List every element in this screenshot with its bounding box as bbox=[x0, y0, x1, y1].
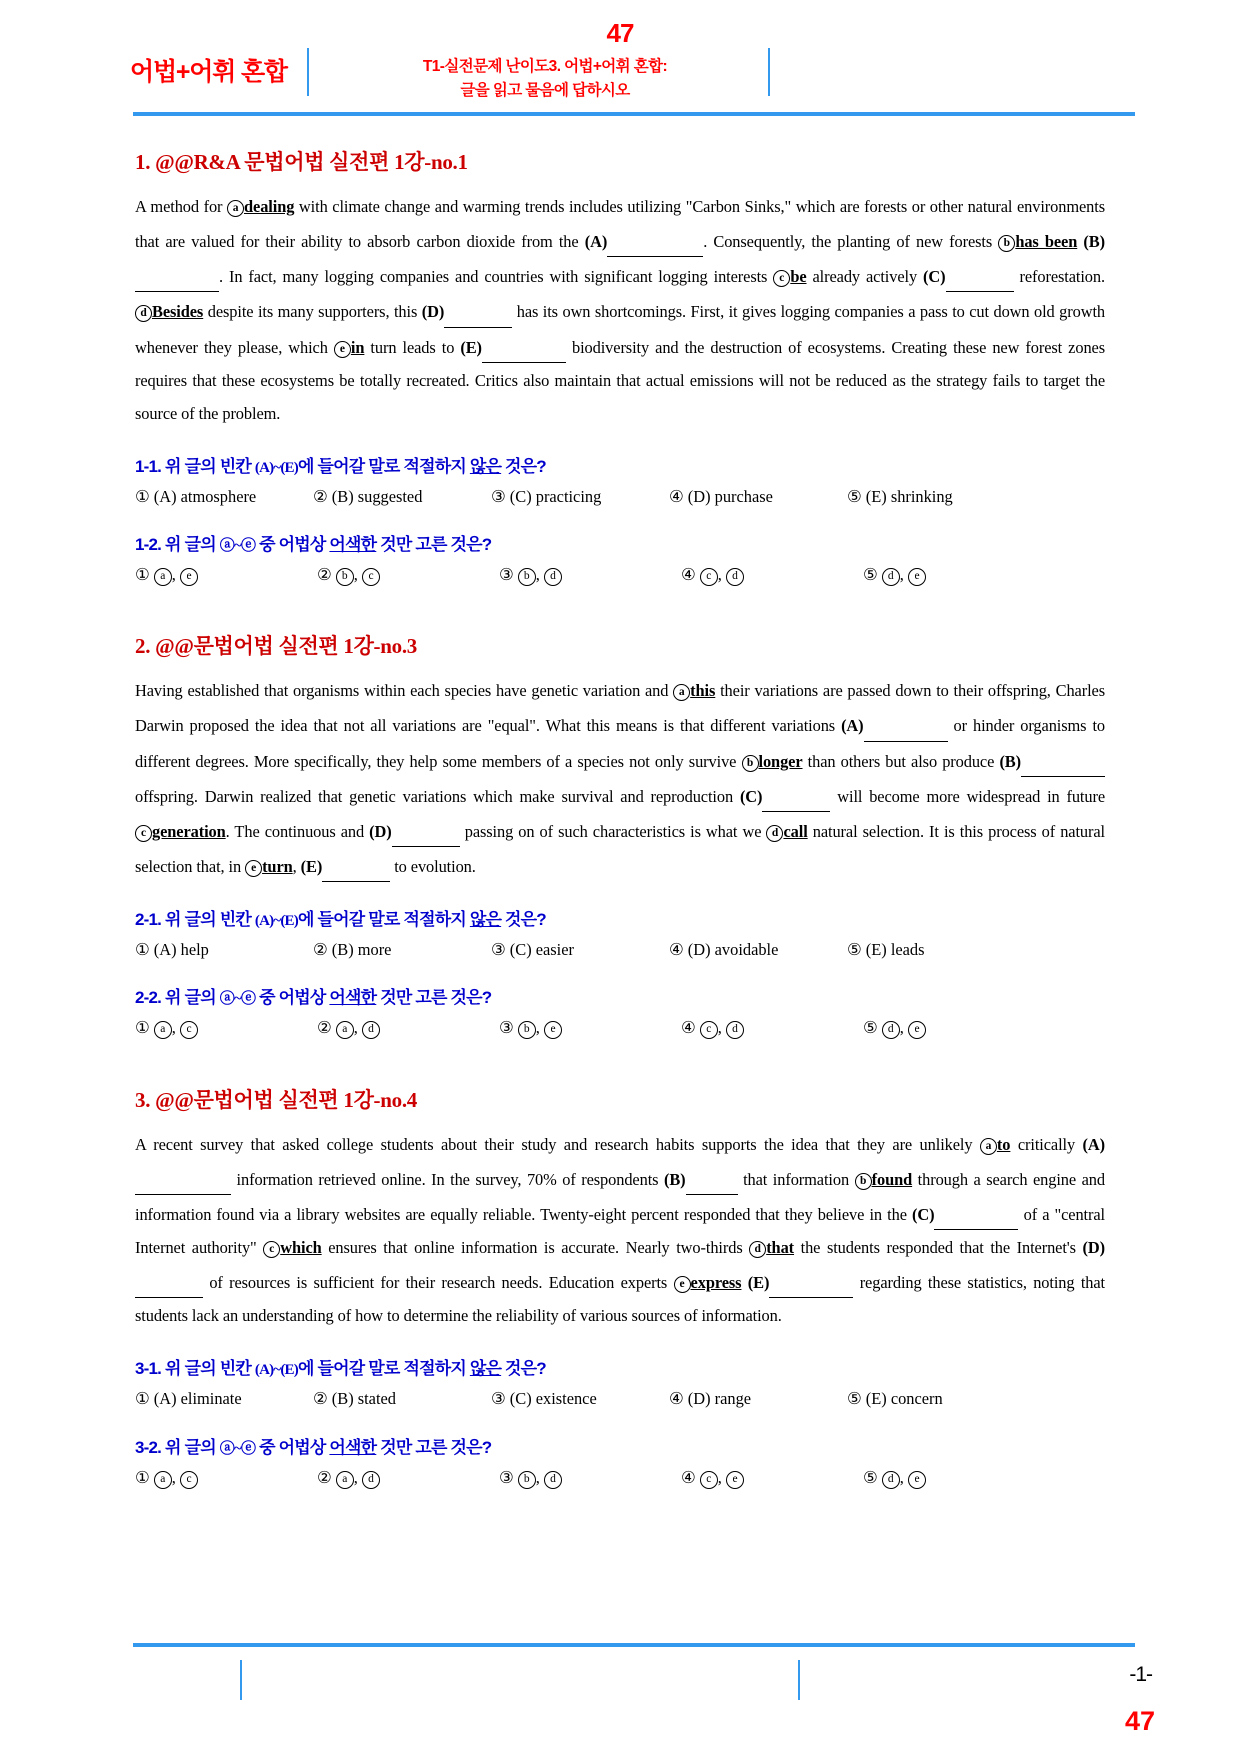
choice-list bbox=[135, 1012, 1105, 1043]
circled-letter-icon: e bbox=[334, 341, 351, 358]
answer-blank bbox=[482, 329, 566, 363]
marked-word: express bbox=[690, 1273, 742, 1293]
choice-text: atmosphere bbox=[180, 486, 257, 506]
sub-question-prompt: 1-1. 위 글의 빈칸 (A)~(E)에 들어갈 말로 적절하지 않은 것은? bbox=[135, 456, 546, 476]
sub-question-id: 2-2. bbox=[135, 988, 166, 1008]
choice-option[interactable] bbox=[135, 934, 303, 965]
sub-question-range: ⓐ~ⓔ bbox=[219, 991, 256, 1008]
blank-label: (E) bbox=[300, 857, 323, 877]
circled-letter-icon: d bbox=[882, 568, 900, 586]
underlined-choice-e bbox=[334, 338, 364, 357]
circled-letter-icon: c bbox=[180, 1021, 198, 1039]
underlined-choice-c bbox=[135, 822, 226, 841]
answer-blank bbox=[769, 1264, 853, 1298]
answer-blank bbox=[934, 1196, 1018, 1230]
answer-blank bbox=[864, 707, 948, 741]
marked-word: has been bbox=[1015, 232, 1078, 252]
underlined-choice-a bbox=[673, 681, 715, 700]
choice-number: ② bbox=[313, 486, 332, 506]
section-title: 1. @@R&A 문법어법 실전편 1강-no.1 bbox=[135, 150, 468, 174]
circled-letter-icon: c bbox=[362, 568, 380, 586]
choice-option[interactable] bbox=[847, 481, 1015, 512]
choice-text: help bbox=[180, 940, 209, 960]
choice-option[interactable] bbox=[847, 1383, 1015, 1414]
circled-letter-icon: a bbox=[154, 568, 172, 586]
choice-text: shrinking bbox=[890, 486, 953, 506]
choice-option[interactable] bbox=[491, 481, 659, 512]
underlined-choice-a bbox=[980, 1135, 1010, 1154]
blank-label: (E) bbox=[747, 1273, 770, 1293]
choice-number: ⑤ bbox=[863, 1467, 882, 1487]
question-section bbox=[135, 630, 1105, 1043]
underlined-choice-c bbox=[773, 267, 806, 286]
marked-word: longer bbox=[758, 751, 803, 771]
choice-blank-label: (E) bbox=[865, 940, 891, 960]
blank-label: (B) bbox=[999, 751, 1022, 771]
choice-number: ② bbox=[317, 1467, 336, 1487]
sub-question-emphasis: 않은 bbox=[469, 1359, 502, 1379]
header-subject-label: 어법+어휘 혼합 bbox=[130, 58, 287, 86]
circled-letter-icon: e bbox=[726, 1471, 744, 1489]
choice-option[interactable] bbox=[313, 1383, 481, 1414]
marked-word: this bbox=[690, 681, 716, 701]
choice-text: practicing bbox=[535, 486, 602, 506]
choice-option[interactable]: ④ c , d bbox=[681, 559, 853, 590]
passage-text: A recent survey that asked college students about their study and research habits supports the idea that they are unlikely a to critically (A) information retrieved online. In the survey, 70% of respondents (B) that information b found through a search engine and information found via a library websites are equally reliable. Twenty-eight percent responded that they believe in the (C) of a "central Internet authority" c which ensures that online information is accurate. Nearly two-thirds d that the students responded that the Internet's (D) of resources is sufficient for their research needs. Education experts e express (E) regarding these statistics, noting that students lack an understanding of how to determine the reliability of various sources of information. bbox=[135, 1134, 1106, 1326]
choice-blank-label: (A) bbox=[153, 1389, 181, 1409]
footer-page-label: -1- bbox=[1129, 1663, 1152, 1686]
circled-letter-icon: c bbox=[700, 1471, 718, 1489]
sub-question-emphasis: 어색한 bbox=[329, 1437, 377, 1457]
choice-text: purchase bbox=[714, 486, 773, 506]
blank-label: (D) bbox=[421, 302, 445, 322]
circled-letter-icon: e bbox=[908, 568, 926, 586]
sub-question-emphasis: 않은 bbox=[469, 910, 502, 930]
circled-letter-icon: e bbox=[180, 568, 198, 586]
sub-question-id: 3-1. bbox=[135, 1359, 166, 1379]
circled-letter-icon: b bbox=[518, 1021, 536, 1039]
marked-word: that bbox=[766, 1237, 795, 1257]
answer-blank bbox=[135, 258, 219, 292]
choice-option[interactable]: ② a , d bbox=[317, 1462, 489, 1493]
question-section bbox=[135, 146, 1105, 590]
circled-letter-icon: d bbox=[726, 1021, 744, 1039]
choice-list bbox=[135, 934, 1105, 965]
answer-blank bbox=[135, 1161, 231, 1195]
exam-content bbox=[135, 110, 1105, 1493]
blank-label: (D) bbox=[1082, 1237, 1106, 1257]
blank-label: (C) bbox=[923, 267, 946, 287]
choice-blank-label: (D) bbox=[687, 940, 715, 960]
choice-blank-label: (C) bbox=[509, 486, 536, 506]
choice-option[interactable]: ⑤ d , e bbox=[863, 1462, 1035, 1493]
section-title: 3. @@문법어법 실전편 1강-no.4 bbox=[135, 1087, 417, 1112]
choice-number: ⑤ bbox=[847, 486, 866, 506]
choice-option[interactable] bbox=[313, 481, 481, 512]
sub-question-emphasis: 어색한 bbox=[329, 535, 377, 555]
choice-number: ③ bbox=[499, 565, 518, 585]
choice-option[interactable]: ② a , d bbox=[317, 1012, 489, 1043]
circled-letter-icon: c bbox=[700, 568, 718, 586]
footer-page-number: 47 bbox=[1124, 1706, 1155, 1736]
choice-list bbox=[135, 559, 1105, 590]
choice-number: ② bbox=[317, 1018, 336, 1038]
choice-number: ① bbox=[135, 565, 154, 585]
circled-letter-icon: e bbox=[908, 1471, 926, 1489]
marked-word: turn bbox=[262, 857, 293, 877]
circled-letter-icon: c bbox=[180, 1471, 198, 1489]
section-title: 2. @@문법어법 실전편 1강-no.3 bbox=[135, 634, 417, 659]
circled-letter-icon: d bbox=[544, 568, 562, 586]
choice-text: leads bbox=[890, 940, 925, 960]
circled-letter-icon: b bbox=[742, 755, 759, 772]
circled-letter-icon: d bbox=[362, 1471, 380, 1489]
choice-number: ③ bbox=[491, 486, 510, 506]
circled-letter-icon: d bbox=[726, 568, 744, 586]
choice-number: ④ bbox=[669, 940, 688, 960]
circled-letter-icon: e bbox=[674, 1276, 691, 1293]
choice-number: ③ bbox=[491, 1389, 510, 1409]
blank-label: (A) bbox=[584, 232, 608, 252]
sub-question-range: (A)~(E) bbox=[254, 459, 298, 476]
choice-option[interactable]: ③ b , e bbox=[499, 1012, 671, 1043]
choice-option[interactable] bbox=[135, 481, 303, 512]
marked-word: found bbox=[871, 1169, 913, 1189]
choice-number: ① bbox=[135, 940, 154, 960]
circled-letter-icon: b bbox=[518, 568, 536, 586]
circled-letter-icon: b bbox=[336, 568, 354, 586]
choice-option[interactable] bbox=[669, 1383, 837, 1414]
circled-letter-icon: c bbox=[773, 270, 790, 287]
choice-option[interactable] bbox=[491, 1383, 659, 1414]
choice-text: suggested bbox=[357, 486, 423, 506]
blank-label: (E) bbox=[460, 337, 482, 357]
circled-letter-icon: e bbox=[245, 860, 262, 877]
circled-letter-icon: c bbox=[700, 1021, 718, 1039]
choice-number: ② bbox=[313, 940, 332, 960]
answer-blank bbox=[135, 1264, 203, 1298]
sub-question-id: 1-1. bbox=[135, 456, 166, 476]
marked-word: dealing bbox=[244, 197, 295, 216]
choice-number: ① bbox=[135, 1389, 154, 1409]
footer-tick-left bbox=[240, 1660, 242, 1700]
sub-question-prompt: 1-2. 위 글의 ⓐ~ⓔ 중 어법상 어색한 것만 고른 것은? bbox=[135, 535, 492, 555]
circled-letter-icon: d bbox=[749, 1241, 766, 1258]
choice-option[interactable]: ② b , c bbox=[317, 559, 489, 590]
marked-word: which bbox=[280, 1237, 322, 1257]
marked-word: to bbox=[996, 1134, 1011, 1154]
underlined-choice-b bbox=[998, 232, 1077, 251]
choice-option[interactable] bbox=[669, 481, 837, 512]
sub-question-range: ⓐ~ⓔ bbox=[219, 538, 256, 555]
sub-question-id: 3-2. bbox=[135, 1437, 166, 1457]
circled-letter-icon: c bbox=[263, 1241, 280, 1258]
choice-number: ④ bbox=[681, 565, 700, 585]
underlined-choice-c bbox=[263, 1238, 321, 1257]
underlined-choice-b bbox=[742, 752, 803, 771]
choice-blank-label: (B) bbox=[331, 486, 358, 506]
underlined-choice-e bbox=[674, 1273, 742, 1292]
marked-word: in bbox=[350, 337, 365, 357]
blank-label: (C) bbox=[912, 1204, 935, 1224]
blank-label: (C) bbox=[739, 786, 763, 806]
choice-option[interactable]: ① a , c bbox=[135, 1462, 307, 1493]
choice-blank-label: (A) bbox=[153, 486, 181, 506]
choice-text: concern bbox=[890, 1389, 943, 1409]
sub-question-prompt: 2-1. 위 글의 빈칸 (A)~(E)에 들어갈 말로 적절하지 않은 것은? bbox=[135, 910, 546, 930]
marked-word: Besides bbox=[152, 302, 204, 322]
choice-text: eliminate bbox=[180, 1389, 242, 1409]
sub-question-prompt: 2-2. 위 글의 ⓐ~ⓔ 중 어법상 어색한 것만 고른 것은? bbox=[135, 988, 492, 1008]
choice-option[interactable] bbox=[669, 934, 837, 965]
choice-blank-label: (E) bbox=[865, 1389, 891, 1409]
circled-letter-icon: b bbox=[998, 235, 1015, 252]
sub-question-range: (A)~(E) bbox=[254, 913, 298, 930]
choice-blank-label: (C) bbox=[509, 1389, 536, 1409]
sub-question-prompt: 3-1. 위 글의 빈칸 (A)~(E)에 들어갈 말로 적절하지 않은 것은? bbox=[135, 1359, 546, 1379]
header-divider-right bbox=[768, 48, 770, 96]
choice-text: existence bbox=[535, 1389, 597, 1409]
sub-question-id: 1-2. bbox=[135, 535, 166, 555]
choice-number: ⑤ bbox=[863, 1018, 882, 1038]
sub-question-range: ⓐ~ⓔ bbox=[219, 1440, 256, 1457]
underlined-choice-d bbox=[766, 822, 807, 841]
choice-option[interactable] bbox=[491, 934, 659, 965]
blank-label: (A) bbox=[1082, 1134, 1105, 1154]
answer-blank bbox=[607, 223, 703, 257]
footer-rule bbox=[133, 1643, 1135, 1647]
choice-number: ⑤ bbox=[847, 1389, 866, 1409]
circled-letter-icon: a bbox=[673, 684, 690, 701]
choice-blank-label: (E) bbox=[865, 486, 891, 506]
underlined-choice-a bbox=[227, 197, 294, 216]
circled-letter-icon: a bbox=[154, 1471, 172, 1489]
circled-letter-icon: d bbox=[362, 1021, 380, 1039]
marked-word: generation bbox=[152, 821, 226, 841]
choice-number: ① bbox=[135, 1018, 154, 1038]
choice-blank-label: (C) bbox=[509, 940, 536, 960]
choice-number: ⑤ bbox=[863, 565, 882, 585]
circled-letter-icon: a bbox=[336, 1471, 354, 1489]
circled-letter-icon: d bbox=[766, 825, 783, 842]
footer-tick-right bbox=[798, 1660, 800, 1700]
passage-text: A method for a dealing with climate change and warming trends includes utilizing "Carbon Sinks," which are forests or other natural environments that are valued for their ability to absorb carbon dioxide from the (A) . Consequently, the planting of new forests b has been (B) . In fact, many logging companies and countries with significant logging interests c be already actively (C) reforestation. d Besides despite its many supporters, this (D) has its own shortcomings. First, it gives logging companies a pass to cut down old growth whenever they please, which e in turn leads to (E) biodiversity and the destruction of ecosystems. Creating these new forest zones requires that these ecosystems be totally recreated. Critics also maintain that actual emissions will not be reduced as the strategy fails to target the source of the problem. bbox=[135, 197, 1106, 423]
choice-option[interactable]: ⑤ d , e bbox=[863, 1012, 1035, 1043]
choice-number: ② bbox=[313, 1389, 332, 1409]
circled-letter-icon: a bbox=[980, 1138, 997, 1155]
choice-list bbox=[135, 481, 1105, 512]
sub-question-range: (A)~(E) bbox=[254, 1362, 298, 1379]
choice-option[interactable]: ① a , c bbox=[135, 1012, 307, 1043]
answer-blank bbox=[1021, 743, 1105, 777]
answer-blank bbox=[686, 1161, 738, 1195]
header-divider-left bbox=[307, 48, 309, 96]
choice-text: easier bbox=[535, 940, 574, 960]
marked-word: be bbox=[790, 267, 807, 287]
choice-blank-label: (B) bbox=[331, 1389, 358, 1409]
answer-blank bbox=[392, 813, 460, 847]
choice-text: range bbox=[714, 1389, 752, 1409]
circled-letter-icon: d bbox=[882, 1471, 900, 1489]
circled-letter-icon: e bbox=[544, 1021, 562, 1039]
circled-letter-icon: c bbox=[135, 825, 152, 842]
choice-number: ④ bbox=[681, 1018, 700, 1038]
blank-label: (A) bbox=[841, 716, 864, 736]
blank-label: (D) bbox=[369, 821, 392, 841]
choice-number: ④ bbox=[669, 1389, 688, 1409]
choice-option[interactable]: ④ c , d bbox=[681, 1012, 853, 1043]
choice-number: ③ bbox=[491, 940, 510, 960]
sub-question-emphasis: 않은 bbox=[469, 456, 502, 476]
choice-number: ④ bbox=[681, 1467, 700, 1487]
passage-text: Having established that organisms within each species have genetic variation and a this their variations are passed down to their offspring, Charles Darwin proposed the idea that not all variations are "equal". What this means is that different variations (A) or hinder organisms to different degrees. More specifically, they help some members of a species not only survive b longer than others but also produce (B) offspring. Darwin realized that genetic variations which make survival and reproduction (C) will become more widespread in future c generation. The continuous and (D) passing on of such characteristics is what we d call natural selection. It is this process of natural selection that, in e turn, (E) to evolution. bbox=[135, 674, 1105, 883]
sub-question-id: 2-1. bbox=[135, 910, 166, 930]
choice-text: more bbox=[357, 940, 392, 960]
choice-option[interactable] bbox=[135, 1383, 303, 1414]
underlined-choice-d bbox=[749, 1238, 794, 1257]
header-page-number: 47 bbox=[606, 18, 634, 48]
circled-letter-icon: b bbox=[518, 1471, 536, 1489]
blank-label: (B) bbox=[663, 1169, 686, 1189]
question-section bbox=[135, 1084, 1105, 1493]
circled-letter-icon: a bbox=[336, 1021, 354, 1039]
choice-blank-label: (B) bbox=[331, 940, 358, 960]
sub-question-prompt: 3-2. 위 글의 ⓐ~ⓔ 중 어법상 어색한 것만 고른 것은? bbox=[135, 1437, 492, 1457]
header-center-line-1: T1-실전문제 난이도3. 어법+어휘 혼합: bbox=[422, 58, 668, 75]
header-center-line-2: 글을 읽고 물음에 답하시오 bbox=[460, 82, 630, 100]
answer-blank bbox=[946, 258, 1014, 292]
choice-text: avoidable bbox=[714, 940, 779, 960]
marked-word: call bbox=[783, 821, 808, 841]
choice-blank-label: (A) bbox=[153, 940, 181, 960]
choice-option[interactable]: ③ b , d bbox=[499, 559, 671, 590]
header-center-title bbox=[330, 55, 760, 103]
choice-list bbox=[135, 1383, 1105, 1414]
choice-option[interactable]: ⑤ d , e bbox=[863, 559, 1035, 590]
choice-option[interactable]: ① a , e bbox=[135, 559, 307, 590]
choice-number: ⑤ bbox=[847, 940, 866, 960]
underlined-choice-d bbox=[135, 302, 203, 321]
answer-blank bbox=[444, 293, 512, 327]
answer-blank bbox=[762, 778, 830, 812]
choice-number: ② bbox=[317, 565, 336, 585]
underlined-choice-e bbox=[245, 857, 293, 876]
page-header bbox=[130, 0, 1105, 110]
circled-letter-icon: b bbox=[855, 1173, 872, 1190]
choice-option[interactable] bbox=[313, 934, 481, 965]
choice-text: stated bbox=[357, 1389, 396, 1409]
circled-letter-icon: d bbox=[544, 1471, 562, 1489]
choice-option[interactable] bbox=[847, 934, 1015, 965]
circled-letter-icon: e bbox=[908, 1021, 926, 1039]
choice-blank-label: (D) bbox=[687, 1389, 715, 1409]
circled-letter-icon: a bbox=[227, 200, 244, 217]
choice-number: ③ bbox=[499, 1018, 518, 1038]
choice-blank-label: (D) bbox=[687, 486, 715, 506]
sub-question-emphasis: 어색한 bbox=[329, 988, 377, 1008]
choice-list bbox=[135, 1462, 1105, 1493]
answer-blank bbox=[322, 848, 390, 882]
circled-letter-icon: a bbox=[154, 1021, 172, 1039]
choice-option[interactable]: ③ b , d bbox=[499, 1462, 671, 1493]
blank-label: (B) bbox=[1083, 232, 1105, 252]
underlined-choice-b bbox=[855, 1170, 913, 1189]
choice-number: ④ bbox=[669, 486, 688, 506]
choice-number: ① bbox=[135, 1467, 154, 1487]
choice-option[interactable]: ④ c , e bbox=[681, 1462, 853, 1493]
choice-number: ① bbox=[135, 486, 154, 506]
circled-letter-icon: d bbox=[135, 305, 152, 322]
choice-number: ③ bbox=[499, 1467, 518, 1487]
circled-letter-icon: d bbox=[882, 1021, 900, 1039]
